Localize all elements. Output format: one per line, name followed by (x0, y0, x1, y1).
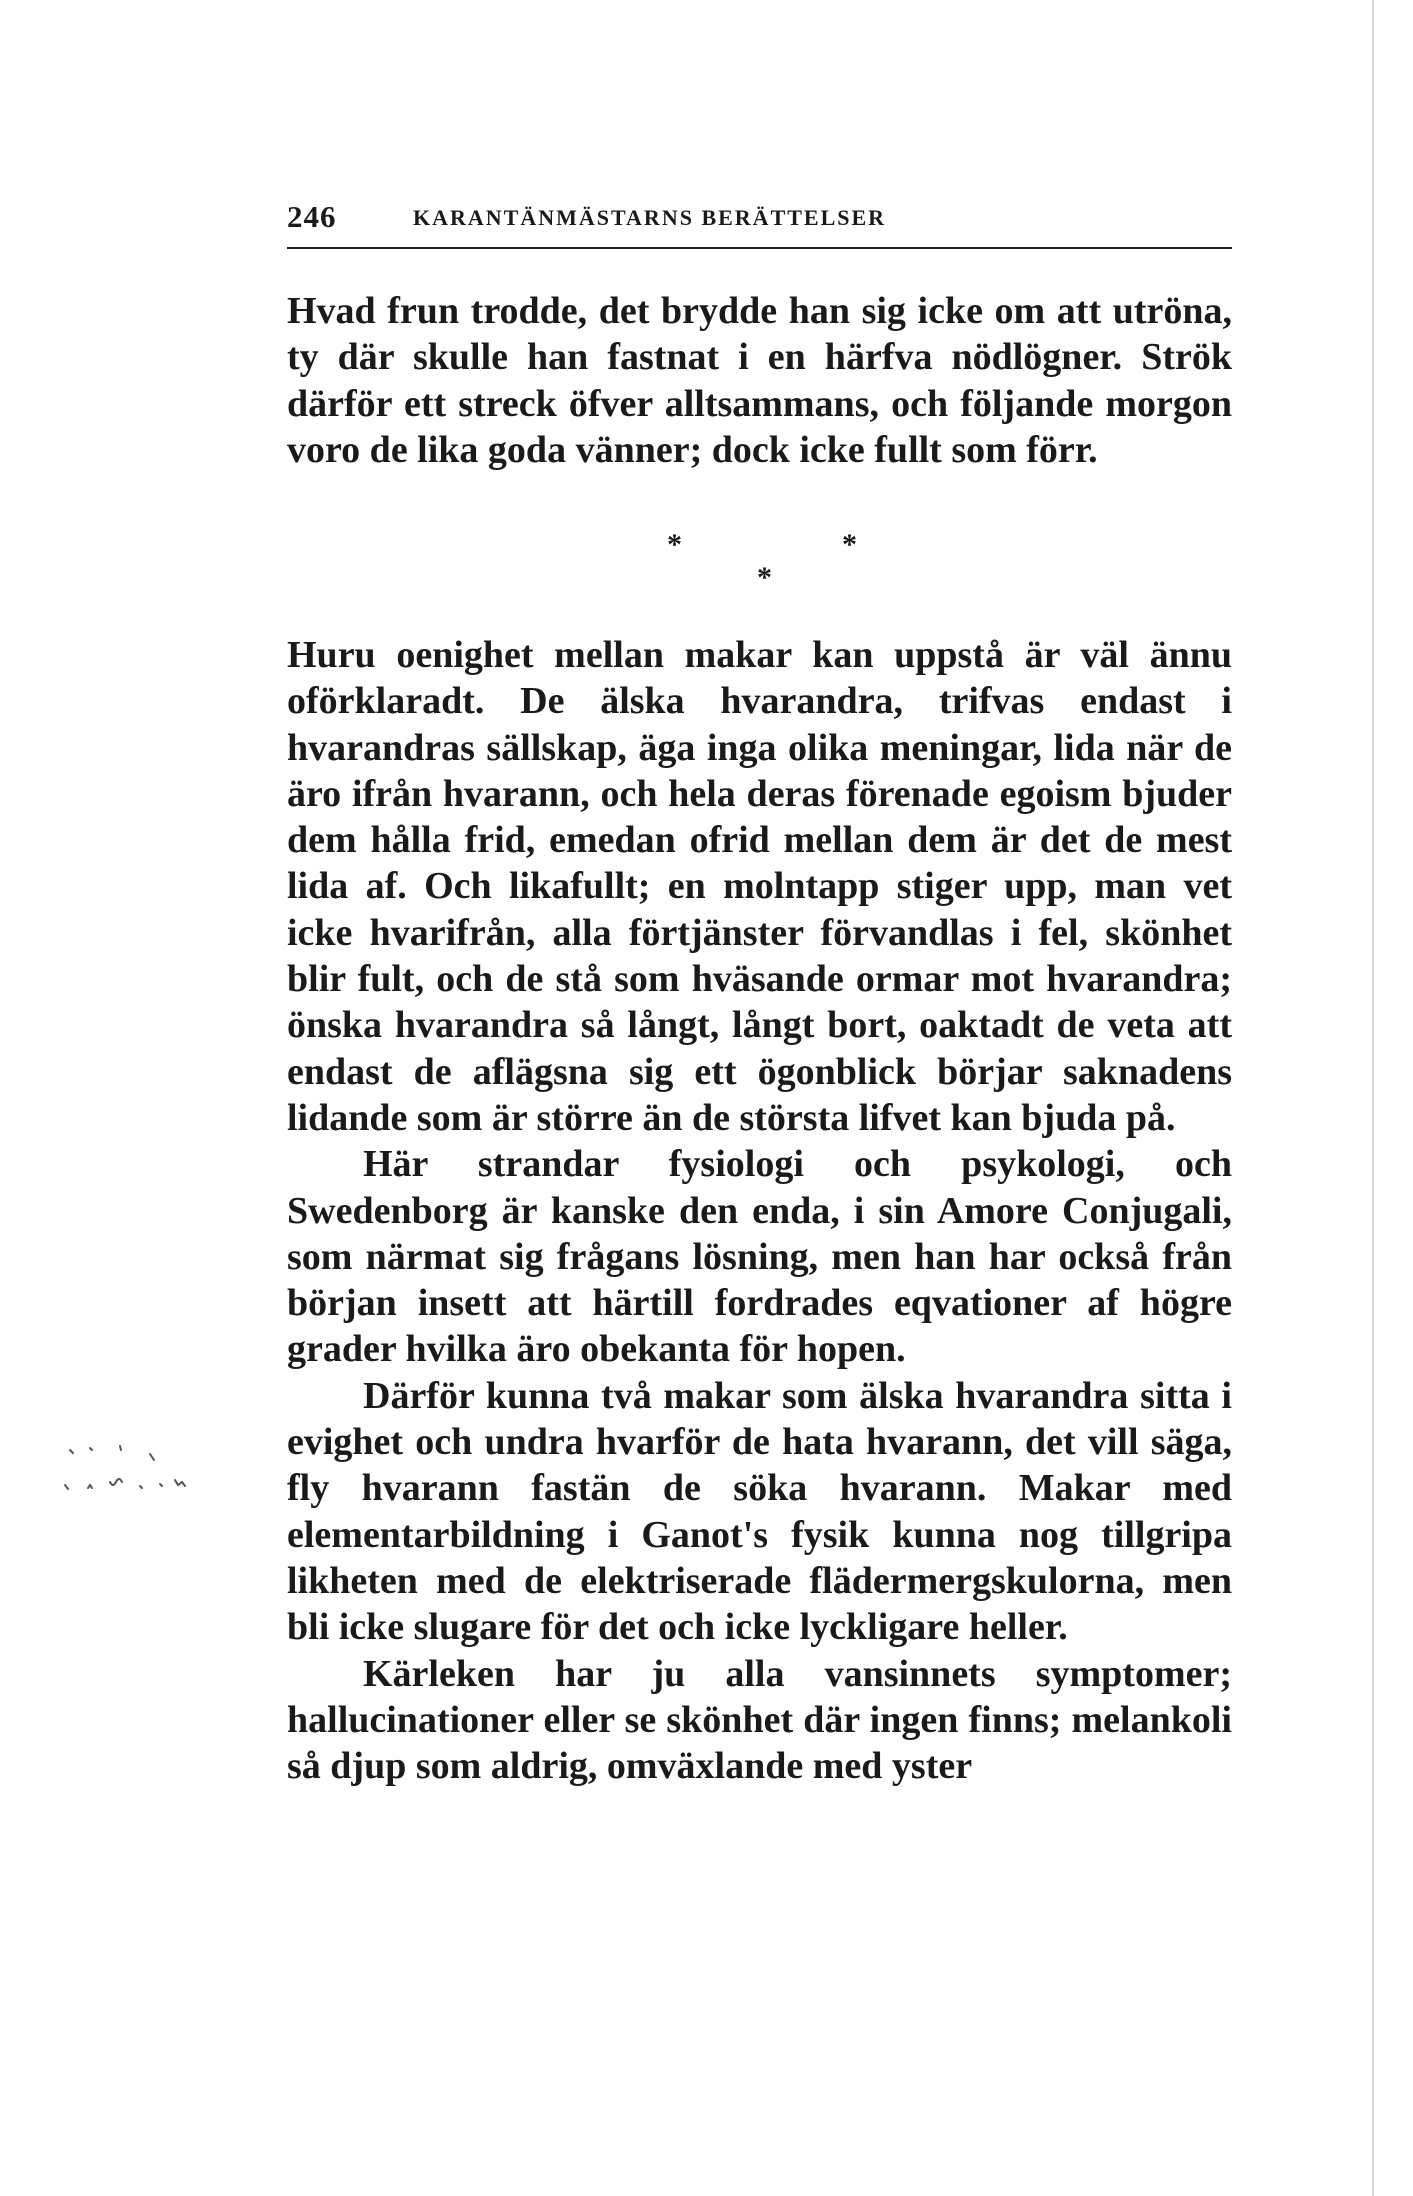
asterisk-divider-mark: * (757, 561, 772, 594)
margin-pencil-marks (50, 1440, 250, 1500)
text-section-1 (287, 288, 1232, 473)
section-divider (287, 528, 1232, 594)
page-edge-line (1372, 0, 1374, 2196)
paragraph: Huru oenighet mellan makar kan uppstå är väl ännu oförklaradt. De älska hvarandra, trifvas endast i hvarandras sällskap, äga inga olika meningar, lida när de äro ifrån hvarann, och hela deras förenade egoism bjuder dem hålla frid, emedan ofrid mellan dem är det de mest lida af. Och likafullt; en molntapp stiger upp, man vet icke hvarifrån, alla förtjänster förvandlas i fel, skönhet blir fult, och de stå som hväsande ormar mot hvarandra; önska hvarandra så långt, långt bort, oaktadt de veta att endast de aflägsna sig ett ögonblick börjar saknadens lidande som är större än de största lifvet kan bjuda på. (287, 634, 1232, 1139)
asterisk-divider-mark: * (667, 528, 682, 561)
paragraph: Hvad frun trodde, det brydde han sig icke om att utröna, ty där skulle han fastnat i en härfva nödlögner. Strök därför ett streck öfver alltsammans, och följande morgon voro de lika goda vänner; dock icke fullt som förr. (287, 290, 1232, 471)
page-number: 246 (287, 199, 337, 234)
paragraph: Därför kunna två makar som älska hvarandra sitta i evighet och undra hvarför de hata hvarann, det vill säga, fly hvarann fastän de söka hvarann. Makar med elementarbildning i Ganot's fysik kunna nog tillgripa likheten med de elektriserade flädermergskulorna, men bli icke slugare för det och icke lyckligare heller. (287, 1374, 1232, 1649)
text-section-2 (287, 632, 1232, 1789)
paragraph: Kärleken har ju alla vansinnets symptomer; hallucinationer eller se skönhet där ingen finns; melankoli så djup som aldrig, omväxlande med yster (287, 1652, 1232, 1788)
paragraph: Här strandar fysiologi och psykologi, och Swedenborg är kanske den enda, i sin Amore Conjugali, som närmat sig frågans lösning, men han har också från början insett att härtill fordrades eqvationer af högre grader hvilka äro obekanta för hopen. (287, 1143, 1232, 1371)
running-head: KARANTÄNMÄSTARNS BERÄTTELSER (413, 205, 887, 230)
asterisk-divider-mark: * (842, 528, 857, 561)
page-header (287, 199, 1232, 249)
